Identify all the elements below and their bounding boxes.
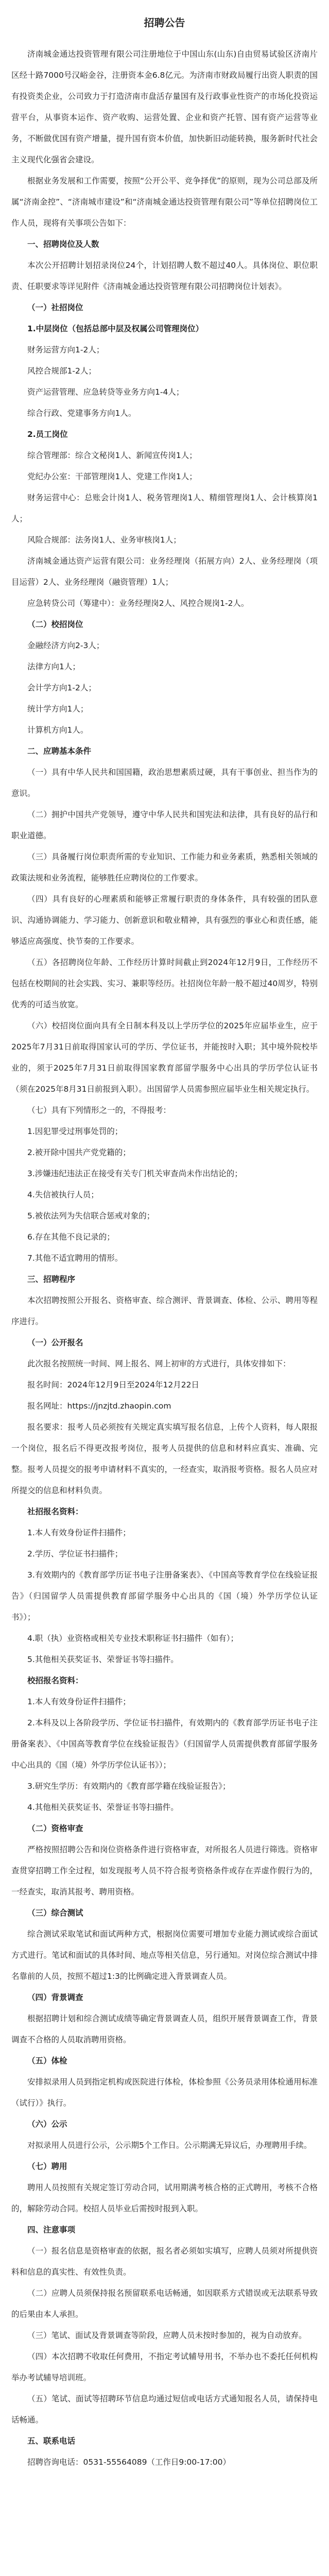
paragraph: 1.因犯罪受过刑事处罚的；: [27, 1127, 123, 1136]
paragraph: 报名要求：报考人员必须按有关规定真实填写报名信息，上传个人资料，每人限报一个岗位，报名后不得更改报考岗位，报考人员提供的信息和材料应真实、准确、完整。报考人员提交的报考申请材料不真实的，一经查实，取消报考资格。报名人员应对所提交的信息和材料负责。: [11, 1422, 318, 1495]
paragraph: 2.被开除中国共产党党籍的；: [27, 1148, 131, 1157]
paragraph: 招聘咨询电话：0531-55564089（工作日9:00-17:00）: [27, 2458, 231, 2467]
subsection-heading: 2.员工岗位: [27, 430, 68, 439]
paragraph: 1.本人有效身份证件扫描件；: [27, 1697, 131, 1706]
subsection-heading: （六）公示: [27, 2120, 67, 2129]
subsection-heading: （四）背景调查: [27, 1993, 83, 2002]
paragraph: 6.存在其他不良记录的；: [27, 1232, 115, 1242]
paragraph: （四）本次招聘不收取任何费用，不指定考试辅导用书，不举办也不委托任何机构举办考试辅导培训班。: [11, 2352, 318, 2382]
section-heading: 五、联系电话: [27, 2436, 76, 2446]
subsection-heading: （七）聘用: [27, 2162, 67, 2171]
subsection-heading: 社招报名资料：: [27, 1507, 83, 1516]
paragraph: （一）报名信息是资格审查的依据，报名者必须如实填写，应聘人员须对所提供资料和信息的真实性、有效性负责。: [11, 2246, 318, 2277]
paragraph: 此次报名按照统一时间、网上报名、网上初审的方式进行，具体安排如下：: [27, 1359, 291, 1368]
paragraph: 财务运营中心：总账会计岗1人、税务管理岗1人、精细管理岗1人、会计核算岗1人；: [11, 493, 318, 523]
paragraph: 2.本科及以上各阶段学历、学位证书扫描件，有效期内的《教育部学历证书电子注册备案表》、《中国高等教育学位在线验证报告》（归国留学人员需提供教育部留学服务中心出具的《国（境）外学历学位认证书》）；: [11, 1718, 318, 1770]
paragraph: 4.职（执）业资格或相关专业技术职称证书扫描件（如有）；: [27, 1634, 239, 1643]
paragraph: 聘用人员按照有关规定签订劳动合同，试用期满考核合格的正式聘用，考核不合格的，解除劳动合同。校招人员毕业后需按时报到入职。: [11, 2183, 318, 2213]
paragraph: （三）具备履行岗位职责所需的专业知识、工作能力和业务素质，熟悉相关领域的政策法规和业务流程，能够胜任应聘岗位的工作要求。: [11, 852, 318, 883]
paragraph: （五）各招聘岗位年龄、工作经历计算时间截止到2024年12月9日，工作经历不包括在校期间的社会实践、实习、兼职等经历。社招岗位年龄一般不超过40周岁，特别优秀的可适当放宽。: [11, 958, 318, 1009]
paragraph: 根据招聘计划和综合测试成绩等确定背景调查人员，组织开展背景调查工作，背景调查不合格的人员取消聘用资格。: [11, 2014, 318, 2044]
paragraph: 报名时间：2024年12月9日至2024年12月22日: [27, 1380, 199, 1389]
paragraph: 综合管理部：综合文秘岗1人、新闻宣传岗1人；: [27, 451, 197, 460]
section-heading: 四、注意事项: [27, 2225, 76, 2234]
paragraph: （七）具有下列情形之一的，不得报考：: [27, 1106, 171, 1115]
paragraph: 本次公开招聘计划招录岗位24个，计划招聘人数不超过40人。具体岗位、职位职责、任职要求等详见附件《济南城金通达投资管理有限公司招聘岗位计划表》。: [11, 261, 318, 291]
paragraph: 4.其他相关获奖证书、荣誉证书等扫描件。: [27, 1803, 179, 1812]
paragraph: 济南城金通达资产运营有限公司：业务经理岗（拓展方向）2人、业务经理岗（项目运营）2人、业务经理岗（融资管理）1人；: [11, 556, 318, 587]
paragraph: 资产运营管理、应急转贷等业务方向1-4人；: [27, 387, 184, 397]
section-heading: 三、招聘程序: [27, 1275, 76, 1284]
paragraph: 会计学方向1-2人；: [27, 683, 96, 692]
section-heading: 一、招聘岗位及人数: [27, 240, 99, 249]
paragraph: 济南城金通达投资管理有限公司注册地位于中国山东(山东)自由贸易试验区济南片区经十路7000号汉峪金谷，注册资本金6.8亿元。为济南市财政局履行出资人职责的国有投资类企业，公司致力于打造济南市盘活存量国有及行政事业性资产的市场化投资运营平台，从事资本运作、资产收购、运营处置、企业和资产托管、国有资产运营等业务，不断做优国有资产增量，提升国有资本价值，加快新旧动能转换，服务新时代社会主义现代化强省会建设。: [11, 49, 318, 164]
section-heading: 二、应聘基本条件: [27, 747, 92, 756]
paragraph: 安排拟录用人员到指定机构或医院进行体检，体检参照《公务员录用体检通用标准（试行）》执行。: [11, 2077, 318, 2108]
paragraph: 财务运营方向1-2人；: [27, 345, 105, 354]
paragraph: 报名网址：https://jnzjtd.zhaopin.com: [27, 1401, 171, 1411]
paragraph: （五）笔试、面试等招聘环节信息均通过短信或电话方式通知报名人员，请保持电话畅通。: [11, 2394, 318, 2425]
paragraph: 3.有效期内的《教育部学历证书电子注册备案表》、《中国高等教育学位在线验证报告》（归国留学人员需提供教育部留学服务中心出具的《国（境）外学历学位认证书》）；: [11, 1570, 318, 1622]
paragraph: 综合测试采取笔试和面试两种方式，根据岗位需要可增加专业能力测试或综合面试方式进行。笔试和面试的具体时间、地点等相关信息，另行通知。对岗位综合测试中排名靠前的人员，按照不超过1:3的比例确定进入背景调查人员。: [11, 1929, 318, 1981]
subsection-heading: 校招报名资料：: [27, 1676, 83, 1685]
paragraph: 对拟录用人员进行公示，公示期5个工作日。公示期满无异议后，办理聘用手续。: [27, 2141, 312, 2150]
paragraph: 风险合规部：法务岗1人、业务审核岗1人；: [27, 535, 181, 545]
paragraph: 3.研究生学历：有效期内的《教育部学籍在线验证报告》；: [27, 1782, 231, 1791]
paragraph: 统计学方向1人；: [27, 704, 89, 714]
paragraph: （四）具有良好的心理素质和能够正常履行职责的身体条件，具有较强的团队意识、沟通协调能力、学习能力、创新意识和敬业精神，具有强烈的事业心和责任感，能够适应高强度、快节奏的工作要求。: [11, 894, 318, 946]
paragraph: （二）应聘人员须保持报名预留联系电话畅通，如因联系方式错误或无法联系导致的后果由本人承担。: [11, 2289, 318, 2319]
paragraph: （六）校招岗位面向具有全日制本科及以上学历学位的2025年应届毕业生，应于2025年7月31日前取得国家认可的学历、学位证书，并能按时入职；其中境外院校毕业的，须于2025年7月31日前取得国家教育部留学服务中心出具的学历学位认证书（须在2025年8月31日前报到入职）。出国留学人员需参照应届毕业生相关规定执行。: [11, 1021, 318, 1094]
paragraph: （一）具有中华人民共和国国籍，政治思想素质过硬，具有干事创业、担当作为的意识。: [11, 768, 318, 798]
subsection-heading: （五）体检: [27, 2056, 67, 2065]
paragraph: 党纪办公室：干部管理岗1人、党建工作岗1人；: [27, 472, 197, 481]
subsection-heading: （三）综合测试: [27, 1908, 83, 1918]
paragraph: 本次招聘按照公开报名、资格审查、综合测评、背景调查、体检、公示、聘用等程序进行。: [11, 1296, 318, 1326]
paragraph: 法律方向1人；: [27, 662, 80, 671]
paragraph: 2.学历、学位证书扫描件；: [27, 1549, 123, 1558]
paragraph: 7.其他不适宜聘用的情形。: [27, 1253, 123, 1263]
subsection-heading: 1.中层岗位（包括总部中层及权属公司管理岗位）: [27, 324, 204, 333]
paragraph: 4.失信被执行人员；: [27, 1190, 99, 1199]
announcement-body: [11, 44, 318, 2473]
paragraph: （二）拥护中国共产党领导，遵守中华人民共和国宪法和法律，具有良好的品行和职业道德。: [11, 810, 318, 840]
paragraph: 综合行政、党建事务方向1人。: [27, 409, 136, 418]
page-title: 招聘公告: [144, 16, 185, 29]
subsection-heading: （一）公开报名: [27, 1338, 83, 1347]
subsection-heading: （一）社招岗位: [27, 303, 83, 312]
paragraph: 3.涉嫌违纪违法正在接受有关专门机关审查尚未作出结论的；: [27, 1169, 243, 1178]
paragraph: 严格按照招聘公告和岗位资格条件进行资格审查，对所报名人员进行筛选。资格审查贯穿招聘工作全过程，如发现报考人员不符合报考资格条件或存在弄虚作假行为的，一经查实，取消其报考、聘用资格。: [11, 1845, 318, 1896]
paragraph: （三）笔试、面试及背景调查等阶段，应聘人员未按时参加的，视为自动放弃。: [27, 2331, 307, 2340]
paragraph: 计算机方向1人。: [27, 725, 89, 735]
subsection-heading: （二）校招岗位: [27, 620, 83, 629]
subsection-heading: （二）资格审查: [27, 1824, 83, 1833]
paragraph: 根据业务发展和工作需要，按照“公开公平、竞争择优”的原则，现为公司总部及所属“济南金控”、“济南城市建设”和“济南城金通达投资管理有限公司”等单位招聘岗位工作人员，现将有关事项公告如下：: [11, 176, 318, 228]
paragraph: 1.本人有效身份证件扫描件；: [27, 1528, 131, 1537]
paragraph: 应急转贷公司（筹建中）：业务经理岗2人、风控合规岗1-2人。: [27, 599, 249, 608]
paragraph: 风控合规部1-2人；: [27, 366, 96, 376]
paragraph: 金融经济方向2-3人；: [27, 641, 105, 650]
paragraph: 5.被依法列为失信联合惩戒对象的；: [27, 1211, 155, 1221]
paragraph: 5.其他相关获奖证书、荣誉证书等扫描件。: [27, 1655, 179, 1664]
